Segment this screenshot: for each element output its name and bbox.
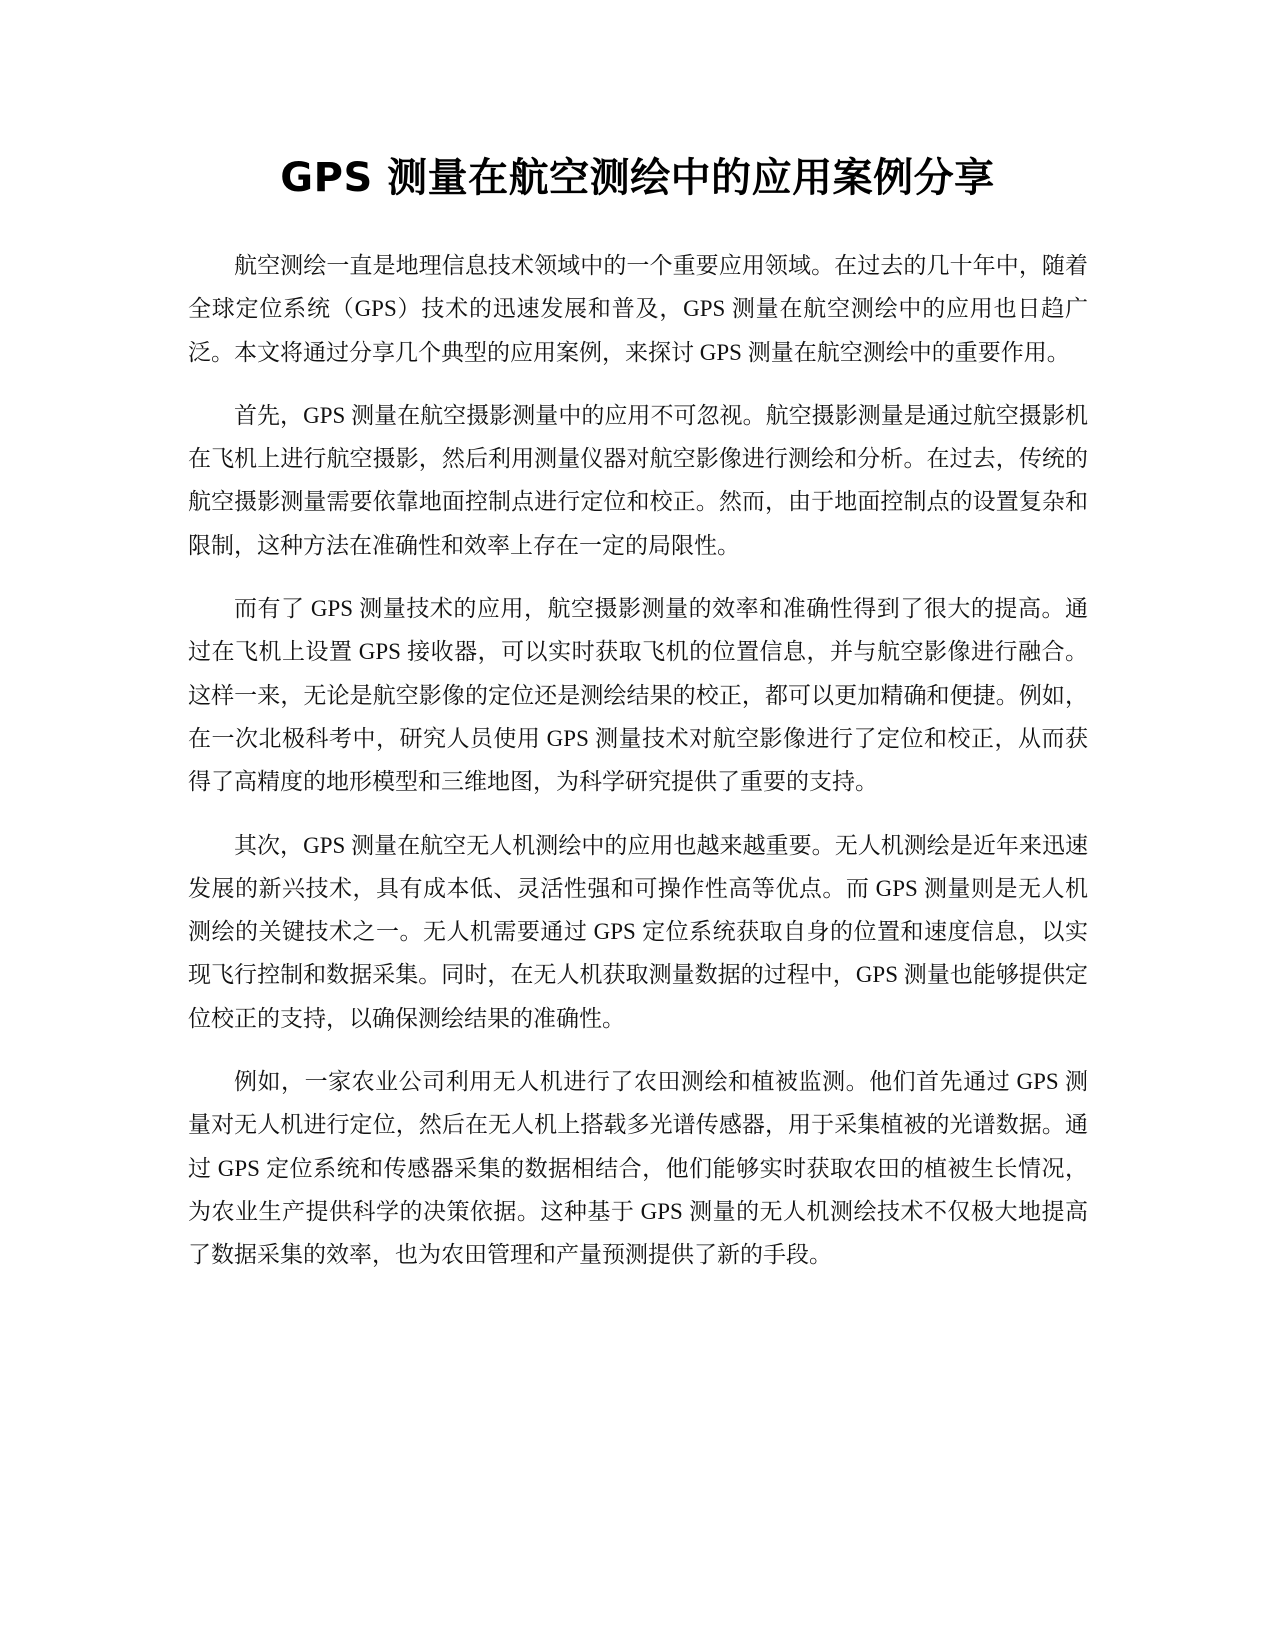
document-title: GPS 测量在航空测绘中的应用案例分享 xyxy=(280,155,995,201)
paragraph-gps-benefits: 而有了 GPS 测量技术的应用，航空摄影测量的效率和准确性得到了很大的提高。通过在飞机上设置 GPS 接收器，可以实时获取飞机的位置信息，并与航空影像进行融合。这样一来，无论是航空影像的定位还是测绘结果的校正，都可以更加精确和便捷。例如，在一次北极科考中，研究人员使用 GPS 测量技术对航空影像进行了定位和校正，从而获得了高精度的地形模型和三维地图，为科学研究提供了重要的支持。 xyxy=(188,596,1088,795)
paragraph-uav-mapping: 其次，GPS 测量在航空无人机测绘中的应用也越来越重要。无人机测绘是近年来迅速发展的新兴技术，具有成本低、灵活性强和可操作性高等优点。而 GPS 测量则是无人机测绘的关键技术之一。无人机需要通过 GPS 定位系统获取自身的位置和速度信息，以实现飞行控制和数据采集。同时，在无人机获取测量数据的过程中，GPS 测量也能够提供定位校正的支持，以确保测绘结果的准确性。 xyxy=(188,832,1088,1031)
paragraph-agriculture-example: 例如，一家农业公司利用无人机进行了农田测绘和植被监测。他们首先通过 GPS 测量对无人机进行定位，然后在无人机上搭载多光谱传感器，用于采集植被的光谱数据。通过 GPS 定位系统和传感器采集的数据相结合，他们能够实时获取农田的植被生长情况，为农业生产提供科学的决策依据。这种基于 GPS 测量的无人机测绘技术不仅极大地提高了数据采集的效率，也为农田管理和产量预测提供了新的手段。 xyxy=(188,1069,1088,1268)
paragraph-intro: 航空测绘一直是地理信息技术领域中的一个重要应用领域。在过去的几十年中，随着全球定位系统（GPS）技术的迅速发展和普及，GPS 测量在航空测绘中的应用也日趋广泛。本文将通过分享几个典型的应用案例，来探讨 GPS 测量在航空测绘中的重要作用。 xyxy=(188,253,1088,365)
paragraph-aerial-photogrammetry: 首先，GPS 测量在航空摄影测量中的应用不可忽视。航空摄影测量是通过航空摄影机在飞机上进行航空摄影，然后利用测量仪器对航空影像进行测绘和分析。在过去，传统的航空摄影测量需要依靠地面控制点进行定位和校正。然而，由于地面控制点的设置复杂和限制，这种方法在准确性和效率上存在一定的局限性。 xyxy=(188,402,1088,558)
document-body xyxy=(188,244,1088,1297)
